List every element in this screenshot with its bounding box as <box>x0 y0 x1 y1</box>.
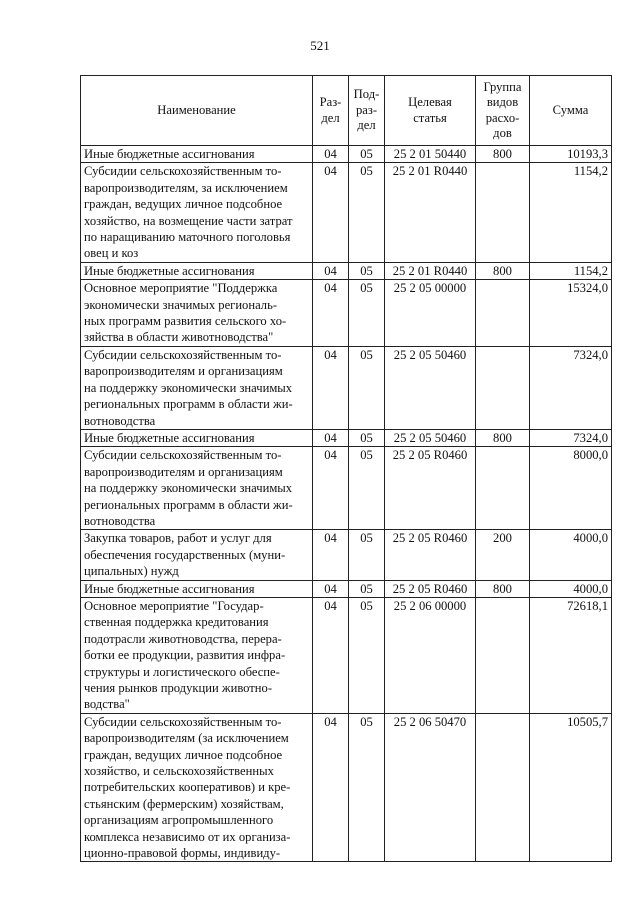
header-gruppa-vidov-rashodov: Группа видов расхо- дов <box>476 76 530 146</box>
row-name: Иные бюджетные ассигнования <box>81 146 313 163</box>
row-razdel: 04 <box>313 163 349 262</box>
row-razdel: 04 <box>313 280 349 347</box>
row-name: Основное мероприятие "Государ- ственная поддержка кредитования подотрасли животноводства, перера- ботки ее продукции, развития инфра- структуры и логистического обеспе- чения рынков продукции животно- водства" <box>81 597 313 713</box>
row-celevaya-statya: 25 2 05 R0460 <box>385 530 476 580</box>
row-celevaya-statya: 25 2 05 50460 <box>385 429 476 446</box>
row-summa: 7324,0 <box>530 429 612 446</box>
row-summa: 4000,0 <box>530 580 612 597</box>
row-gruppa: 800 <box>476 146 530 163</box>
row-podrazdel: 05 <box>349 163 385 262</box>
row-name: Субсидии сельскохозяйственным то- варопроизводителям и организациям на поддержку экономически значимых региональных программ в области жи- вотноводства <box>81 447 313 530</box>
row-summa: 15324,0 <box>530 280 612 347</box>
row-razdel: 04 <box>313 262 349 279</box>
header-summa: Сумма <box>530 76 612 146</box>
row-razdel: 04 <box>313 146 349 163</box>
row-gruppa <box>476 163 530 262</box>
row-podrazdel: 05 <box>349 447 385 530</box>
row-celevaya-statya: 25 2 06 00000 <box>385 597 476 713</box>
row-celevaya-statya: 25 2 05 00000 <box>385 280 476 347</box>
row-summa: 4000,0 <box>530 530 612 580</box>
row-celevaya-statya: 25 2 06 50470 <box>385 713 476 862</box>
row-gruppa: 800 <box>476 429 530 446</box>
table-row <box>81 530 612 580</box>
row-summa: 1154,2 <box>530 163 612 262</box>
row-gruppa: 800 <box>476 580 530 597</box>
row-name: Основное мероприятие "Поддержка экономически значимых региональ- ных программ развития сельского хо- зяйства в области животноводства" <box>81 280 313 347</box>
row-razdel: 04 <box>313 713 349 862</box>
row-summa: 10505,7 <box>530 713 612 862</box>
table-row <box>81 597 612 713</box>
row-celevaya-statya: 25 2 01 50440 <box>385 146 476 163</box>
row-name: Иные бюджетные ассигнования <box>81 429 313 446</box>
row-celevaya-statya: 25 2 05 R0460 <box>385 447 476 530</box>
header-celevaya-statya: Целевая статья <box>385 76 476 146</box>
row-name: Иные бюджетные ассигнования <box>81 580 313 597</box>
row-gruppa <box>476 280 530 347</box>
row-gruppa: 200 <box>476 530 530 580</box>
row-razdel: 04 <box>313 346 349 429</box>
row-celevaya-statya: 25 2 05 50460 <box>385 346 476 429</box>
row-name: Закупка товаров, работ и услуг для обеспечения государственных (муни- ципальных) нужд <box>81 530 313 580</box>
row-summa: 10193,3 <box>530 146 612 163</box>
row-gruppa <box>476 713 530 862</box>
row-gruppa <box>476 346 530 429</box>
row-celevaya-statya: 25 2 01 R0440 <box>385 163 476 262</box>
row-summa: 1154,2 <box>530 262 612 279</box>
table-row <box>81 163 612 262</box>
row-name: Субсидии сельскохозяйственным то- варопроизводителям, за исключением граждан, ведущих личное подсобное хозяйство, на возмещение части затрат по наращиванию маточного поголовья овец и коз <box>81 163 313 262</box>
row-gruppa: 800 <box>476 262 530 279</box>
row-name: Субсидии сельскохозяйственным то- варопроизводителям (за исключением граждан, ведущих личное подсобное хозяйство, и сельскохозяйственных потребительских кооперативов) и кре- стьянским (фермерским) хозяйствам, организациям агропромышленного комплекса независимо от их организа- ционно-правовой формы, индивиду- <box>81 713 313 862</box>
row-name: Иные бюджетные ассигнования <box>81 262 313 279</box>
table-row <box>81 580 612 597</box>
row-razdel: 04 <box>313 597 349 713</box>
row-podrazdel: 05 <box>349 146 385 163</box>
row-razdel: 04 <box>313 429 349 446</box>
row-gruppa <box>476 447 530 530</box>
table-row <box>81 429 612 446</box>
table-row <box>81 280 612 347</box>
row-razdel: 04 <box>313 447 349 530</box>
header-podrazdel: Под- раз- дел <box>349 76 385 146</box>
table-row <box>81 146 612 163</box>
row-podrazdel: 05 <box>349 580 385 597</box>
row-podrazdel: 05 <box>349 713 385 862</box>
row-podrazdel: 05 <box>349 597 385 713</box>
table-row <box>81 346 612 429</box>
row-name: Субсидии сельскохозяйственным то- варопроизводителям и организациям на поддержку экономически значимых региональных программ в области жи- вотноводства <box>81 346 313 429</box>
row-razdel: 04 <box>313 530 349 580</box>
row-celevaya-statya: 25 2 05 R0460 <box>385 580 476 597</box>
table-header-row <box>81 76 612 146</box>
row-gruppa <box>476 597 530 713</box>
row-podrazdel: 05 <box>349 262 385 279</box>
row-podrazdel: 05 <box>349 429 385 446</box>
header-razdel: Раз- дел <box>313 76 349 146</box>
table-row <box>81 447 612 530</box>
page-number: 521 <box>310 38 330 53</box>
row-celevaya-statya: 25 2 01 R0440 <box>385 262 476 279</box>
row-razdel: 04 <box>313 580 349 597</box>
row-summa: 72618,1 <box>530 597 612 713</box>
header-name: Наименование <box>81 76 313 146</box>
row-podrazdel: 05 <box>349 530 385 580</box>
table-body <box>81 146 612 862</box>
row-summa: 8000,0 <box>530 447 612 530</box>
row-podrazdel: 05 <box>349 346 385 429</box>
table-row <box>81 713 612 862</box>
row-podrazdel: 05 <box>349 280 385 347</box>
row-summa: 7324,0 <box>530 346 612 429</box>
table-row <box>81 262 612 279</box>
budget-table <box>80 75 612 862</box>
